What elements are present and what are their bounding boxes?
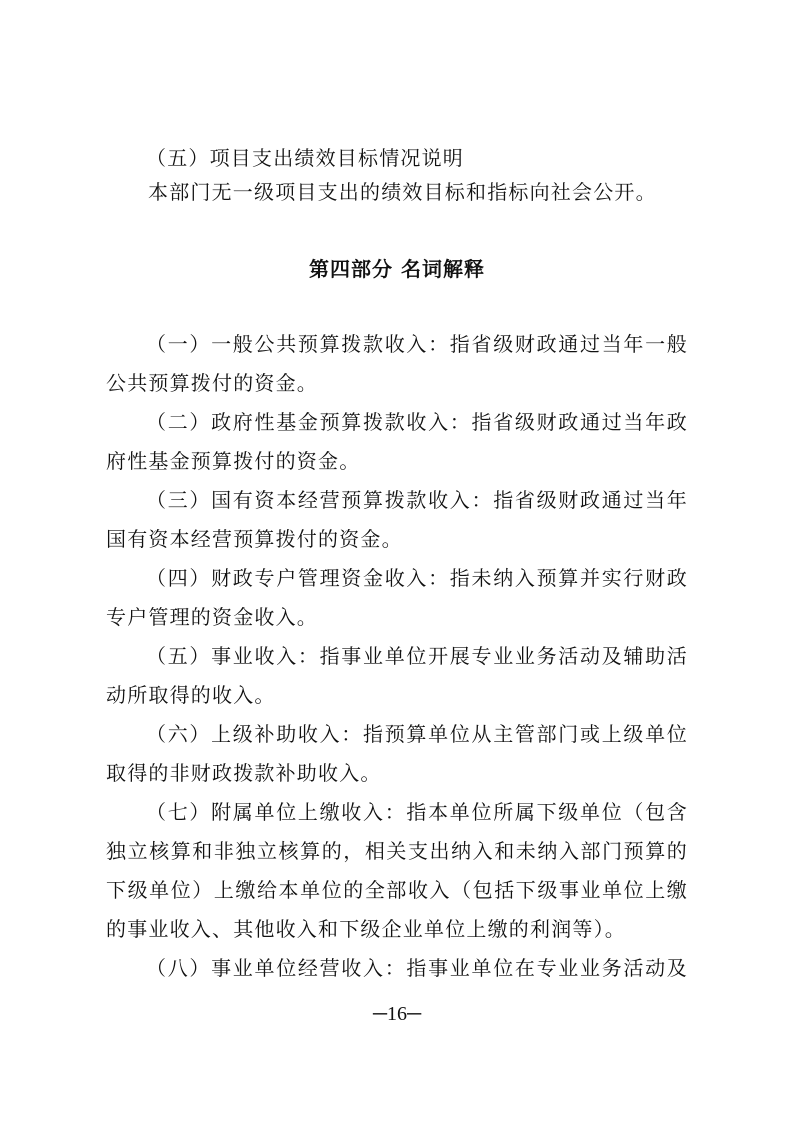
definition-line: 国有资本经营预算拨付的资金。	[106, 527, 403, 551]
section-body: 本部门无一级项目支出的绩效目标和指标向社会公开。	[148, 180, 657, 204]
definition-line: （二）政府性基金预算拨款收入：指省级财政通过当年政	[146, 410, 688, 434]
definition-line: 的事业收入、其他收入和下级企业单位上缴的利润等）。	[106, 917, 626, 941]
definition-line: 府性基金预算拨付的资金。	[106, 449, 361, 473]
definition-line: 取得的非财政拨款补助收入。	[106, 761, 382, 785]
definition-line: （五）事业收入：指事业单位开展专业业务活动及辅助活	[146, 644, 688, 668]
definition-line: （三）国有资本经营预算拨款收入：指省级财政通过当年	[146, 488, 688, 512]
definition-line: （六）上级补助收入：指预算单位从主管部门或上级单位	[146, 722, 688, 746]
definition-line: （八）事业单位经营收入：指事业单位在专业业务活动及	[146, 956, 688, 980]
definition-line: 下级单位）上缴给本单位的全部收入（包括下级事业单位上缴	[106, 878, 688, 902]
definition-line: 动所取得的收入。	[106, 683, 276, 707]
definition-line: 专户管理的资金收入。	[106, 605, 318, 629]
part-title: 第四部分 名词解释	[309, 257, 485, 281]
definition-line: 公共预算拨付的资金。	[106, 371, 318, 395]
definition-line: 独立核算和非独立核算的，相关支出纳入和未纳入部门预算的	[106, 839, 688, 863]
definition-line: （四）财政专户管理资金收入：指未纳入预算并实行财政	[146, 566, 688, 590]
page-number: ─16─	[372, 1003, 422, 1025]
definition-line: （七）附属单位上缴收入：指本单位所属下级单位（包含	[146, 800, 688, 824]
definition-line: （一）一般公共预算拨款收入：指省级财政通过当年一般	[146, 332, 688, 356]
section-heading: （五）项目支出绩效目标情况说明	[146, 146, 464, 170]
